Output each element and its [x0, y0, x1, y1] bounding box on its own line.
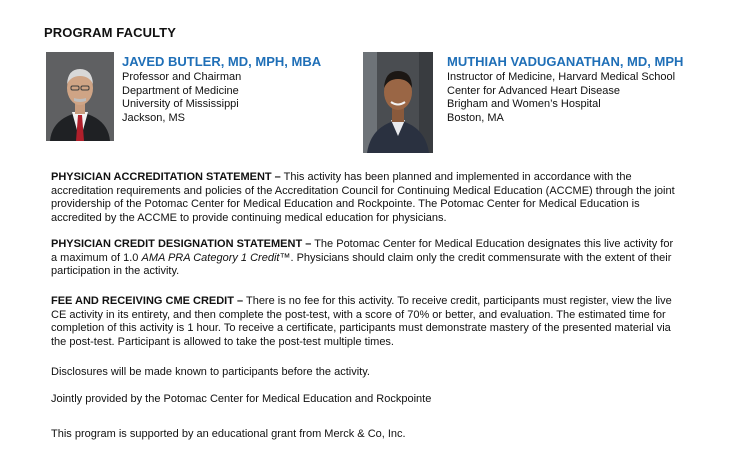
faculty-institution: University of Mississippi: [122, 98, 239, 110]
faculty-department: Center for Advanced Heart Disease: [447, 84, 621, 97]
accreditation-title: PHYSICIAN ACCREDITATION STATEMENT –: [51, 171, 281, 183]
credit-designation-statement: [51, 238, 681, 279]
credit-type: AMA PRA Category 1 Credit: [141, 251, 280, 264]
joint-provider-note: Jointly provided by the Potomac Center for Medical Education and Rockpointe: [51, 393, 432, 405]
faculty-institution: Brigham and Women’s Hospital: [447, 98, 601, 110]
faculty-title: Instructor of Medicine, Harvard Medical School: [447, 71, 676, 83]
accreditation-text: This activity has been planned and implemented in accordance with the accreditation requirements and policies of the Accreditation Council for Continuing Medical Education (ACCME) through the joint providership of the Potomac Center for Medical Education and Rockpointe. The Potomac Center for Medical Education is accredited by the ACCME to provide continuing medical education for physicians.: [51, 171, 675, 224]
section-heading: PROGRAM FACULTY: [44, 25, 176, 40]
credit-title: PHYSICIAN CREDIT DESIGNATION STATEMENT –: [51, 238, 312, 250]
faculty-name: MUTHIAH VADUGANATHAN, MD, MPH: [447, 54, 684, 69]
fee-statement: [51, 295, 681, 349]
faculty-photo: [363, 52, 433, 153]
faculty-location: Boston, MA: [447, 111, 504, 124]
faculty-info: [122, 52, 321, 141]
faculty-info: [447, 52, 683, 153]
credit-text-before: The Potomac Center for Medical Education designates this live activity for a maximum of 1.0: [51, 238, 674, 264]
accreditation-statement: [51, 171, 681, 225]
faculty-title: Professor and Chairman: [122, 71, 242, 83]
support-note: This program is supported by an educational grant from Merck & Co, Inc.: [51, 428, 406, 440]
faculty-member-butler: [46, 52, 321, 141]
faculty-photo: [46, 52, 114, 141]
fee-text: There is no fee for this activity. To receive credit, participants must register, view the live CE activity in its entirety, and then complete the post-test, with a score of 70% or better, and evaluation. The estimated time for completion of this activity is 1 hour. To receive a certificate, participants must demonstrate mastery of the presented material via the post-test. Participant is allowed to take the post-test multiple times.: [51, 295, 672, 348]
faculty-location: Jackson, MS: [122, 111, 185, 124]
faculty-name: JAVED BUTLER, MD, MPH, MBA: [122, 54, 322, 69]
credit-text-after: ™. Physicians should claim only the credit commensurate with the extent of their participation in the activity.: [51, 251, 672, 278]
faculty-member-vaduganathan: [363, 52, 683, 153]
faculty-department: Department of Medicine: [122, 84, 239, 97]
fee-title: FEE AND RECEIVING CME CREDIT –: [51, 295, 244, 307]
disclosures-note: Disclosures will be made known to participants before the activity.: [51, 366, 370, 378]
